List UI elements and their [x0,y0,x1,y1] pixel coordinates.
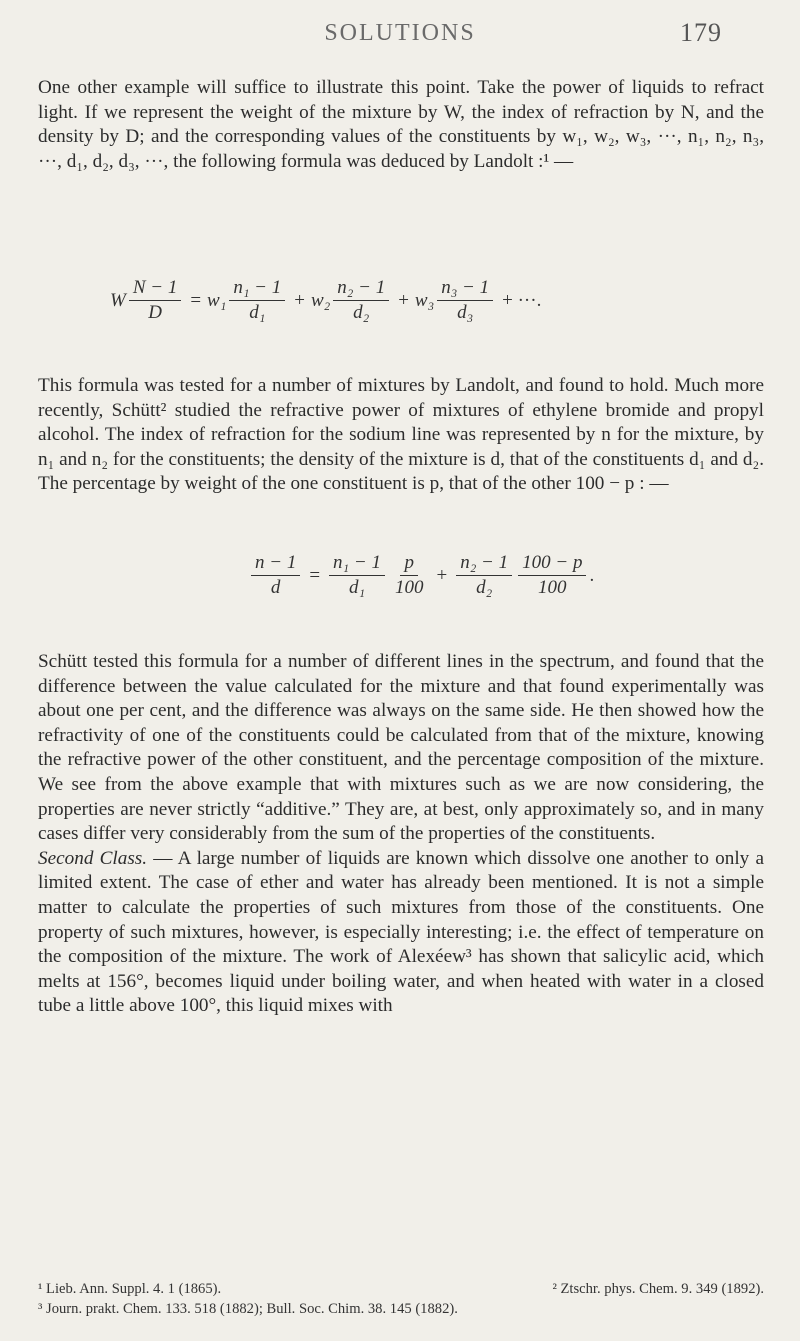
landolt-formula [110,276,547,325]
formula-fraction [456,551,512,600]
fraction-numerator: n₁ − 1 [229,276,285,301]
footnote-3: ³ Journ. prakt. Chem. 133. 518 (1882); Bull. Soc. Chim. 38. 145 (1882). [38,1301,458,1317]
footnote-2: ² Ztschr. phys. Chem. 9. 349 (1892). [552,1281,764,1297]
paragraph-second-class [38,650,764,1019]
footnotes [38,1279,764,1319]
formula-fraction [333,276,389,325]
formula-fraction [437,276,493,325]
section-heading: Second Class. [38,847,148,869]
formula-ellipsis: + ···. [502,289,542,311]
fraction-numerator: 100 − p [518,551,586,576]
plus-sign: + [436,564,448,586]
fraction-denominator: d₁ [249,302,266,323]
plus-sign: + [398,289,409,311]
fraction-denominator: d₃ [457,302,474,323]
paragraph-text: One other example will suffice to illustrate this point. Take the power of liquids to refract light. If we represent the weight of the mixture by W, the index of refraction by N, and the density by D; and the corresponding values of the constituents by w₁, w₂, w₃, ···, n₁, n₂, n₃, ···, d₁, d₂, d₃, ···, the following formula was deduced by Landolt :¹ — [38,77,764,172]
fraction-denominator: D [148,302,162,323]
equals-sign: = [309,564,321,586]
formula-fraction [518,551,586,600]
paragraph-text: This formula was tested for a number of mixtures by Landolt, and found to hold. Much more recently, Schütt² studied the refractive power of mixtures of ethylene bromide and propyl alcohol. The index of refraction for the sodium line was represented by n for the mixture, by n₁ and n₂ for the constituents; the density of the mixture is d, that of the constituents d₁ and d₂. The percentage by weight of the one constituent is p, that of the other 100 − p : — [38,375,764,495]
fraction-numerator: n₂ − 1 [333,276,389,301]
fraction-denominator: 100 [394,577,424,598]
fraction-numerator: n₃ − 1 [437,276,493,301]
paragraph-text: Schütt tested this formula for a number of different lines in the spectrum, and found that the difference between the value calculated for the mixture and that found experimentally was about one per cent, and the difference was always on the same side. He then showed how the refractivity of one of the constituents could be calculated from that of the mixture, knowing the refractive power of the other constituent, and the percentage composition of the mixture. We see from the above example that with mixtures such as we are now considering, the properties are never strictly “additive.” They are, at best, only approximately so, and in many cases differ very considerably from the sum of the properties of the constituents. [38,651,764,845]
fraction-denominator: d₁ [348,577,366,598]
fraction-denominator: 100 [538,577,567,598]
formula-fraction [391,551,428,600]
formula-fraction [129,276,182,325]
formula-fraction [229,276,285,325]
schutt-formula [248,551,594,600]
paragraph-landolt [38,76,764,174]
fraction-denominator: d [270,577,281,598]
formula-weight-symbol: W [110,289,126,311]
footnote-1: ¹ Lieb. Ann. Suppl. 4. 1 (1865). [38,1281,222,1297]
footnote-row [38,1279,764,1299]
fraction-numerator: n₂ − 1 [456,551,512,576]
fraction-numerator: n − 1 [251,551,300,576]
formula-fraction [329,551,385,600]
running-header [0,16,800,56]
equals-sign: = [190,289,202,311]
term-coefficient: w₃ [414,289,435,311]
formula-period: . [589,564,595,586]
plus-sign: + [294,289,305,311]
formula-fraction [251,551,300,600]
second-class-paragraph [38,847,764,1019]
fraction-numerator: p [400,551,418,576]
term-coefficient: w₂ [310,289,331,311]
fraction-denominator: d₂ [353,302,370,323]
paragraph-text: — A large number of liquids are known which dissolve one another to only a limited extent. The case of ether and water has already been mentioned. It is not a simple matter to calculate the properties of such mixtures from those of the constituents. One property of such mixtures, however, is especially interesting; i.e. the effect of temperature on the composition of the mixture. The work of Alexéew³ has shown that salicylic acid, which melts at 156°, becomes liquid under boiling water, and when heated with water in a closed tube a little above 100°, this liquid mixes with [38,847,764,1017]
running-title: SOLUTIONS [324,20,476,46]
fraction-numerator: n₁ − 1 [329,551,385,576]
paragraph-schutt [38,374,764,497]
term-coefficient: w₁ [207,289,227,311]
page-number: 179 [680,18,722,47]
fraction-denominator: d₂ [476,577,493,598]
fraction-numerator: N − 1 [129,276,182,301]
